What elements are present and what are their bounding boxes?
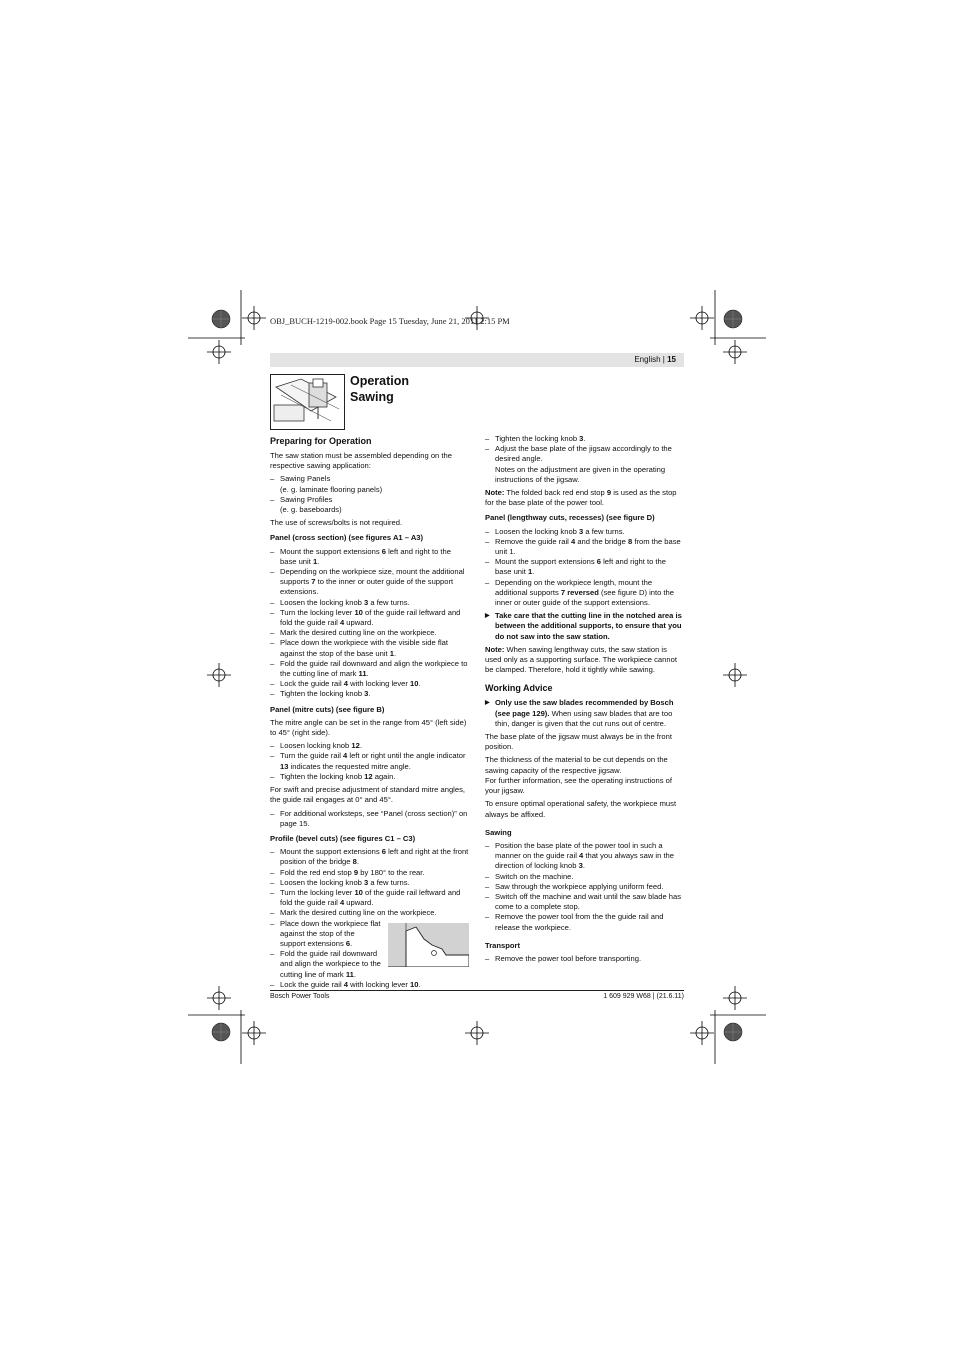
item-text: with locking lever <box>347 679 411 689</box>
item-text: Position the base plate of the power tool in such a manner on the guide rail <box>495 840 663 861</box>
note-end-stop <box>485 488 684 508</box>
sawing-steps <box>485 841 684 933</box>
list-item <box>270 847 469 867</box>
heading-sawing: Sawing <box>485 827 512 837</box>
item-ref: 3 <box>364 597 369 607</box>
list-item <box>485 537 684 557</box>
warning-item <box>485 698 684 729</box>
item-text: Fold the red end stop <box>280 867 354 877</box>
footer-rule <box>270 990 684 991</box>
heading-preparing: Preparing for Operation <box>270 436 372 446</box>
item-text: left and right at the front position of the bridge <box>280 847 469 867</box>
item-text: Place down the workpiece flat against the stop of the support extensions <box>280 918 381 948</box>
item-text: Remove the guide rail <box>495 536 571 546</box>
mitre-continued-steps <box>485 434 684 465</box>
right-column <box>485 434 684 967</box>
list-item <box>270 689 469 699</box>
item-text: . <box>359 741 362 751</box>
item-text: . <box>582 861 585 871</box>
item-text: Depending on the workpiece length, mount the additional supports <box>495 577 653 597</box>
heading-working-advice: Working Advice <box>485 683 553 694</box>
item-ref: 10 <box>410 979 419 989</box>
item-ref: 6 <box>381 847 386 857</box>
item-text: left or right until the angle indicator <box>347 751 466 761</box>
safety-text: To ensure optimal operational safety, the workpiece must always be affixed. <box>485 799 677 819</box>
item-text: . <box>317 556 320 566</box>
further-info-text: For further information, see the operating instructions of your jigsaw. <box>485 775 672 796</box>
item-text: . <box>366 669 369 679</box>
list-item <box>485 841 684 872</box>
item-ref: 8 <box>628 536 633 546</box>
item-ref: 4 <box>579 851 584 861</box>
heading-profile: Profile (bevel cuts) (see figures C1 – C3) <box>270 833 416 843</box>
item-ref: 4 <box>343 979 348 989</box>
list-item <box>270 608 469 628</box>
profile-figure-row <box>270 919 469 980</box>
list-item <box>270 598 469 608</box>
note-label: Note: <box>485 644 505 654</box>
item-text: left and right to the base unit <box>495 557 666 577</box>
list-item <box>270 495 469 515</box>
note-text: When sawing lengthway cuts, the saw station is used only as a supporting surface. The workpiece cannot be clamped. Therefore, hold it tightly while sawing. <box>485 644 677 675</box>
item-text: Place down the workpiece with the visible side flat against the stop of the base unit <box>280 638 448 658</box>
item-ref: 6 <box>345 938 351 948</box>
item-ref: 4 <box>570 536 576 546</box>
item-subtext: (e. g. baseboards) <box>280 505 342 515</box>
item-text: Mount the support extensions <box>495 557 597 567</box>
item-text: (see figure D) into the inner or outer guide of the support extensions. <box>495 587 674 608</box>
intro-text: The saw station must be assembled depending on the respective sawing application: <box>270 451 452 471</box>
item-ref: 7 reversed <box>560 587 599 597</box>
list-item <box>485 578 684 609</box>
list-item <box>485 892 684 912</box>
list-item <box>270 878 469 888</box>
base-plate-text: The base plate of the jigsaw must always be in the front position. <box>485 732 672 752</box>
list-item <box>485 434 684 444</box>
page-header <box>270 353 684 367</box>
item-text: . <box>394 648 397 658</box>
item-text: . <box>353 969 356 979</box>
left-column <box>270 434 469 993</box>
item-text: a few turns. <box>583 526 625 536</box>
item-text: Loosen locking knob <box>280 741 352 751</box>
item-text: . <box>418 979 421 989</box>
item-text: Loosen the locking knob <box>495 526 580 536</box>
adjustment-note: Notes on the adjustment are given in the operating instructions of the jigsaw. <box>495 464 666 484</box>
item-text: upward. <box>344 898 374 908</box>
item-ref: 6 <box>381 546 386 556</box>
list-item <box>270 949 382 980</box>
mitre-steps <box>270 741 469 782</box>
list-item: – Remove the power tool before transporting. <box>485 954 684 964</box>
item-text: Depending on the workpiece size, mount the additional supports <box>280 567 465 587</box>
item-ref: 1 <box>312 556 318 566</box>
baseboard-profile-figure <box>388 923 469 967</box>
item-ref: 6 <box>596 557 601 567</box>
heading-transport: Transport <box>485 940 521 950</box>
item-text: Lock the guide rail <box>280 679 344 689</box>
title-sawing: Sawing <box>350 390 394 404</box>
item-text: Fold the guide rail downward and align the workpiece to the cutting line of mark <box>280 658 468 679</box>
item-ref: 3 <box>364 689 369 699</box>
item-text: Saw through the workpiece applying uniform feed. <box>495 881 664 891</box>
thickness-text: The thickness of the material to be cut depends on the sawing capacity of the respective jigsaw. <box>485 755 668 775</box>
item-text: of the guide rail leftward and fold the guide rail <box>280 887 461 908</box>
item-text: Fold the guide rail downward and align the workpiece to the cutting line of mark <box>280 949 381 979</box>
item-text: Tighten the locking knob <box>280 771 365 781</box>
item-ref: 11 <box>358 669 367 679</box>
page-header-text: English | 15 <box>634 355 676 364</box>
page-number: 15 <box>667 355 676 364</box>
item-ref: 13 <box>280 761 289 771</box>
warning-bold: Only use the saw blades recommended by Bosch (see page 129). <box>495 698 674 718</box>
list-item <box>270 980 469 990</box>
heading-lengthway: Panel (lengthway cuts, recesses) (see figure D) <box>485 513 655 523</box>
list-item <box>270 638 469 658</box>
item-text: that you always saw in the direction of locking knob <box>495 851 675 871</box>
item-text: and the bridge <box>575 536 628 546</box>
item-text: upward. <box>344 618 374 628</box>
item-text: – Sawing Panels <box>280 474 331 484</box>
item-text: Remove the power tool from the the guide rail and release the workpiece. <box>495 912 664 932</box>
profile-figure-text <box>270 919 382 980</box>
list-item <box>270 741 469 751</box>
warning-text: When using saw blades that are too thin, danger is given that the cut runs out of centre. <box>495 708 673 728</box>
list-item <box>485 872 684 882</box>
item-ref: 1 <box>527 567 533 577</box>
item-ref: 3 <box>579 434 584 443</box>
item-text: Loosen the locking knob <box>280 597 365 607</box>
item-text: Turn the guide rail <box>280 751 344 761</box>
list-item <box>270 888 469 908</box>
print-slug: OBJ_BUCH-1219-002.book Page 15 Tuesday, June 21, 2011 2:15 PM <box>270 316 510 326</box>
list-item <box>270 679 469 689</box>
item-ref: 3 <box>364 877 369 887</box>
item-text: a few turns. <box>368 597 410 607</box>
list-item: – For additional worksteps, see “Panel (cross section)” on page 15. <box>270 809 469 829</box>
item-text: by 180° to the rear. <box>358 867 425 877</box>
list-item <box>270 772 469 782</box>
item-text: Loosen the locking knob <box>280 877 365 887</box>
item-text: . <box>418 679 421 689</box>
list-item <box>485 527 684 537</box>
list-item <box>270 628 469 638</box>
item-ref: 12 <box>351 741 360 751</box>
list-item <box>270 659 469 679</box>
item-text: Mark the desired cutting line on the workpiece. <box>280 628 437 638</box>
item-text: Mount the support extensions <box>280 546 382 556</box>
item-text: Turn the locking lever <box>280 607 355 617</box>
item-text: left and right to the base unit <box>280 546 451 566</box>
profile-steps <box>270 847 469 918</box>
list-item <box>270 751 469 771</box>
heading-cross-section: Panel (cross section) (see figures A1 – A3) <box>270 533 424 543</box>
item-ref: 3 <box>579 526 584 536</box>
item-ref: 4 <box>339 618 345 628</box>
warning-item: ▶ Take care that the cutting line in the notched area is between the additional supports, to ensure that you do not saw into the saw station. <box>485 611 684 642</box>
profile-last-step <box>270 980 469 990</box>
item-ref: 11 <box>345 969 354 979</box>
list-item <box>270 908 469 918</box>
mitre-swift-text: For swift and precise adjustment of standard mitre angles, the guide rail engages at 0° and 45°. <box>270 785 465 805</box>
item-text: from the base unit 1. <box>495 536 681 557</box>
application-list <box>270 474 469 515</box>
saw-station-icon <box>270 374 345 430</box>
item-ref: 12 <box>364 771 373 781</box>
cross-section-steps <box>270 547 469 700</box>
item-text: Lock the guide rail <box>280 979 344 989</box>
item-ref: 10 <box>354 607 363 617</box>
lengthway-steps <box>485 527 684 578</box>
lengthway-step-4 <box>485 578 684 609</box>
warning-saw-blades <box>485 698 684 729</box>
screws-text: The use of screws/bolts is not required. <box>270 518 403 528</box>
note-text: is used as the stop for the base plate of the power tool. <box>485 488 677 508</box>
item-text: again. <box>372 771 396 781</box>
item-text: Turn the locking lever <box>280 887 355 897</box>
item-text: of the guide rail leftward and fold the guide rail <box>280 607 461 628</box>
note-text: The folded back red end stop <box>504 488 607 498</box>
item-text: Mount the support extensions <box>280 847 382 857</box>
list-item <box>485 444 684 464</box>
list-item <box>270 868 469 878</box>
item-text: Switch off the machine and wait until the saw blade has come to a complete stop. <box>495 891 682 912</box>
item-text: . <box>583 434 586 443</box>
footer-doc-number: 1 609 929 W68 | (21.6.11) <box>603 993 684 1000</box>
warning-cutting-line <box>485 611 684 642</box>
list-item <box>270 474 469 494</box>
mitre-more-list <box>270 809 469 829</box>
list-item <box>270 547 469 567</box>
item-text: Switch on the machine. <box>495 871 574 881</box>
item-ref: 10 <box>410 679 419 689</box>
item-text: . <box>350 938 353 948</box>
item-text: . <box>356 857 359 867</box>
note-lengthway <box>485 645 684 676</box>
item-ref: 3 <box>578 861 583 871</box>
section-title <box>350 373 409 405</box>
list-item <box>270 919 382 950</box>
heading-mitre: Panel (mitre cuts) (see figure B) <box>270 704 385 714</box>
item-ref: 4 <box>343 679 348 689</box>
mitre-range-text: The mitre angle can be set in the range from 45° (left side) to 45° (right side). <box>270 717 467 738</box>
item-text: Adjust the base plate of the jigsaw accordingly to the desired angle. <box>495 444 672 464</box>
list-item <box>485 882 684 892</box>
item-text: indicates the requested mitre angle. <box>288 761 411 771</box>
profile-figure-steps <box>270 919 382 980</box>
item-ref: 8 <box>352 857 357 867</box>
item-text: Tighten the locking knob <box>280 689 365 699</box>
list-item <box>485 912 684 932</box>
item-text: Mark the desired cutting line on the workpiece. <box>280 908 437 918</box>
item-ref: 4 <box>343 751 348 761</box>
item-text: . <box>368 689 371 699</box>
item-text: to the inner or outer guide of the support extensions. <box>280 577 454 597</box>
item-text: . <box>532 567 535 577</box>
title-operation: Operation <box>350 374 410 388</box>
transport-steps <box>485 954 684 964</box>
note-label: Note: <box>485 488 505 498</box>
list-item <box>270 567 469 598</box>
item-text: Tighten the locking knob <box>495 434 580 443</box>
item-ref: 9 <box>353 867 359 877</box>
footer-brand: Bosch Power Tools <box>270 993 330 1000</box>
item-subtext: (e. g. laminate flooring panels) <box>280 484 383 494</box>
item-ref: 1 <box>389 648 394 658</box>
item-text: – Sawing Profiles <box>280 494 333 504</box>
item-ref: 7 <box>311 577 316 587</box>
item-text: with locking lever <box>347 979 411 989</box>
item-text: a few turns. <box>368 877 410 887</box>
note-ref-number: 9 <box>606 488 612 498</box>
item-ref: 10 <box>354 887 363 897</box>
list-item <box>485 557 684 577</box>
header-language: English <box>634 355 661 364</box>
item-ref: 4 <box>339 898 345 908</box>
